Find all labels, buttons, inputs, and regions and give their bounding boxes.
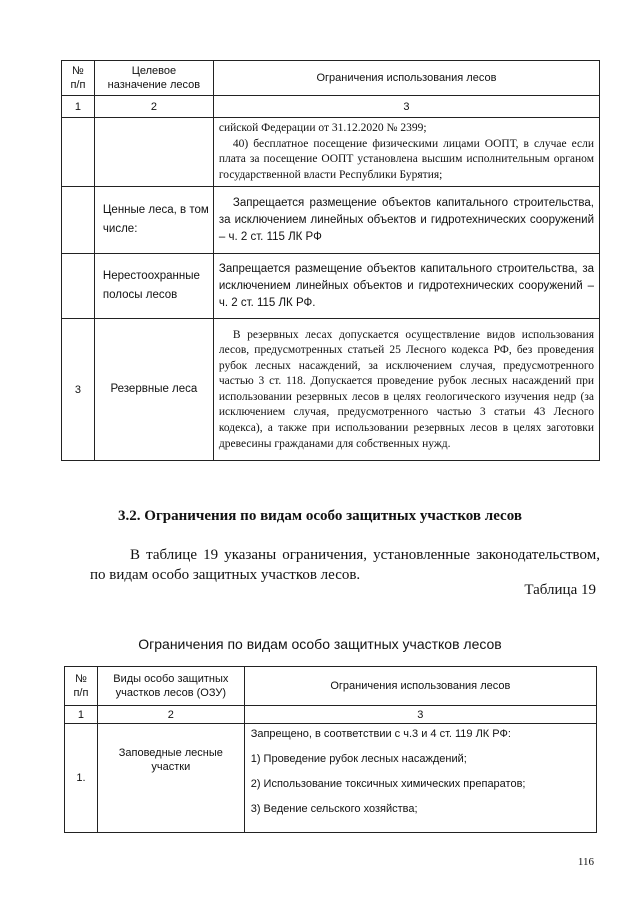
row-num [62, 118, 95, 187]
restrictions-table-1 [61, 60, 600, 461]
restrictions-table-2 [64, 666, 597, 833]
row-num: 1. [65, 724, 98, 833]
row-num [62, 187, 95, 254]
colnum-2: 2 [97, 706, 244, 724]
header-purpose: Целевое назначение лесов [94, 61, 213, 96]
body-paragraph: В таблице 19 указаны ограничения, установленные законодательством, по видам особо защитных участков лесов. [90, 547, 600, 583]
header-restrictions: Ограничения использования лесов [213, 61, 599, 96]
row-items [244, 724, 596, 833]
table-label: Таблица 19 [524, 582, 596, 598]
row-name: Нерестоохранные полосы лесов [94, 254, 213, 319]
table-row [62, 254, 600, 319]
list-item: 3) Ведение сельского хозяйства; [250, 803, 418, 815]
list-item: 1) Проведение рубок лесных насаждений; [250, 753, 467, 765]
header-num: № п/п [62, 61, 95, 96]
header-restrictions: Ограничения использования лесов [244, 667, 596, 706]
colnum-1: 1 [65, 706, 98, 724]
table-row [62, 118, 600, 187]
table-row [62, 187, 600, 254]
row-name: Заповедные лесные участки [97, 724, 244, 833]
row-name: Ценные леса, в том числе: [94, 187, 213, 254]
header-ozu-types: Виды особо защитных участков лесов (ОЗУ) [97, 667, 244, 706]
row-num [62, 254, 95, 319]
row-name: Резервные леса [94, 319, 213, 461]
row-num: 3 [62, 319, 95, 461]
row-text: Запрещается размещение объектов капитального строительства, за исключением линейных объектов и гидротехнических сооружений – ч. 2 ст. 115 ЛК РФ. [213, 254, 599, 319]
header-num: № п/п [65, 667, 98, 706]
row-text: Запрещается размещение объектов капитального строительства, за исключением линейных объектов и гидротехнических сооружений – ч. 2 ст. 115 ЛК РФ [213, 187, 599, 254]
colnum-1: 1 [62, 96, 95, 118]
table-row [62, 319, 600, 461]
list-item: 2) Использование токсичных химических препаратов; [250, 778, 526, 790]
table-caption: Ограничения по видам особо защитных участков лесов [138, 636, 502, 652]
table-row [65, 724, 597, 833]
list-item: Запрещено, в соответствии с ч.3 и 4 ст. 119 ЛК РФ: [250, 728, 511, 740]
row-text: В резервных лесах допускается осуществление видов использования лесов, предусмотренных статьей 25 Лесного кодекса РФ, без проведения рубок лесных насаждений, за исключением случая, предусмотренного частью 3 ст. 118. Допускается проведение рубок лесных насаждений при использовании резервных лесов в целях геологического изучения недр (за исключением случая, предусмотренного частью 3 статьи 43 Лесного кодекса), а также при использовании резервных лесов в целях заготовки древесины гражданами для собственных нужд. [213, 319, 599, 461]
row-name [94, 118, 213, 187]
section-heading: 3.2. Ограничения по видам особо защитных участков лесов [118, 508, 522, 524]
colnum-3: 3 [244, 706, 596, 724]
page-number: 116 [577, 856, 594, 868]
colnum-3: 3 [213, 96, 599, 118]
colnum-2: 2 [94, 96, 213, 118]
row-text: сийской Федерации от 31.12.2020 № 2399; 40) бесплатное посещение физическими лицами ООПТ, в случае если плата за посещение ООПТ установлена высшим исполнительным органом государственной власти Республики Бурятия; [213, 118, 599, 187]
